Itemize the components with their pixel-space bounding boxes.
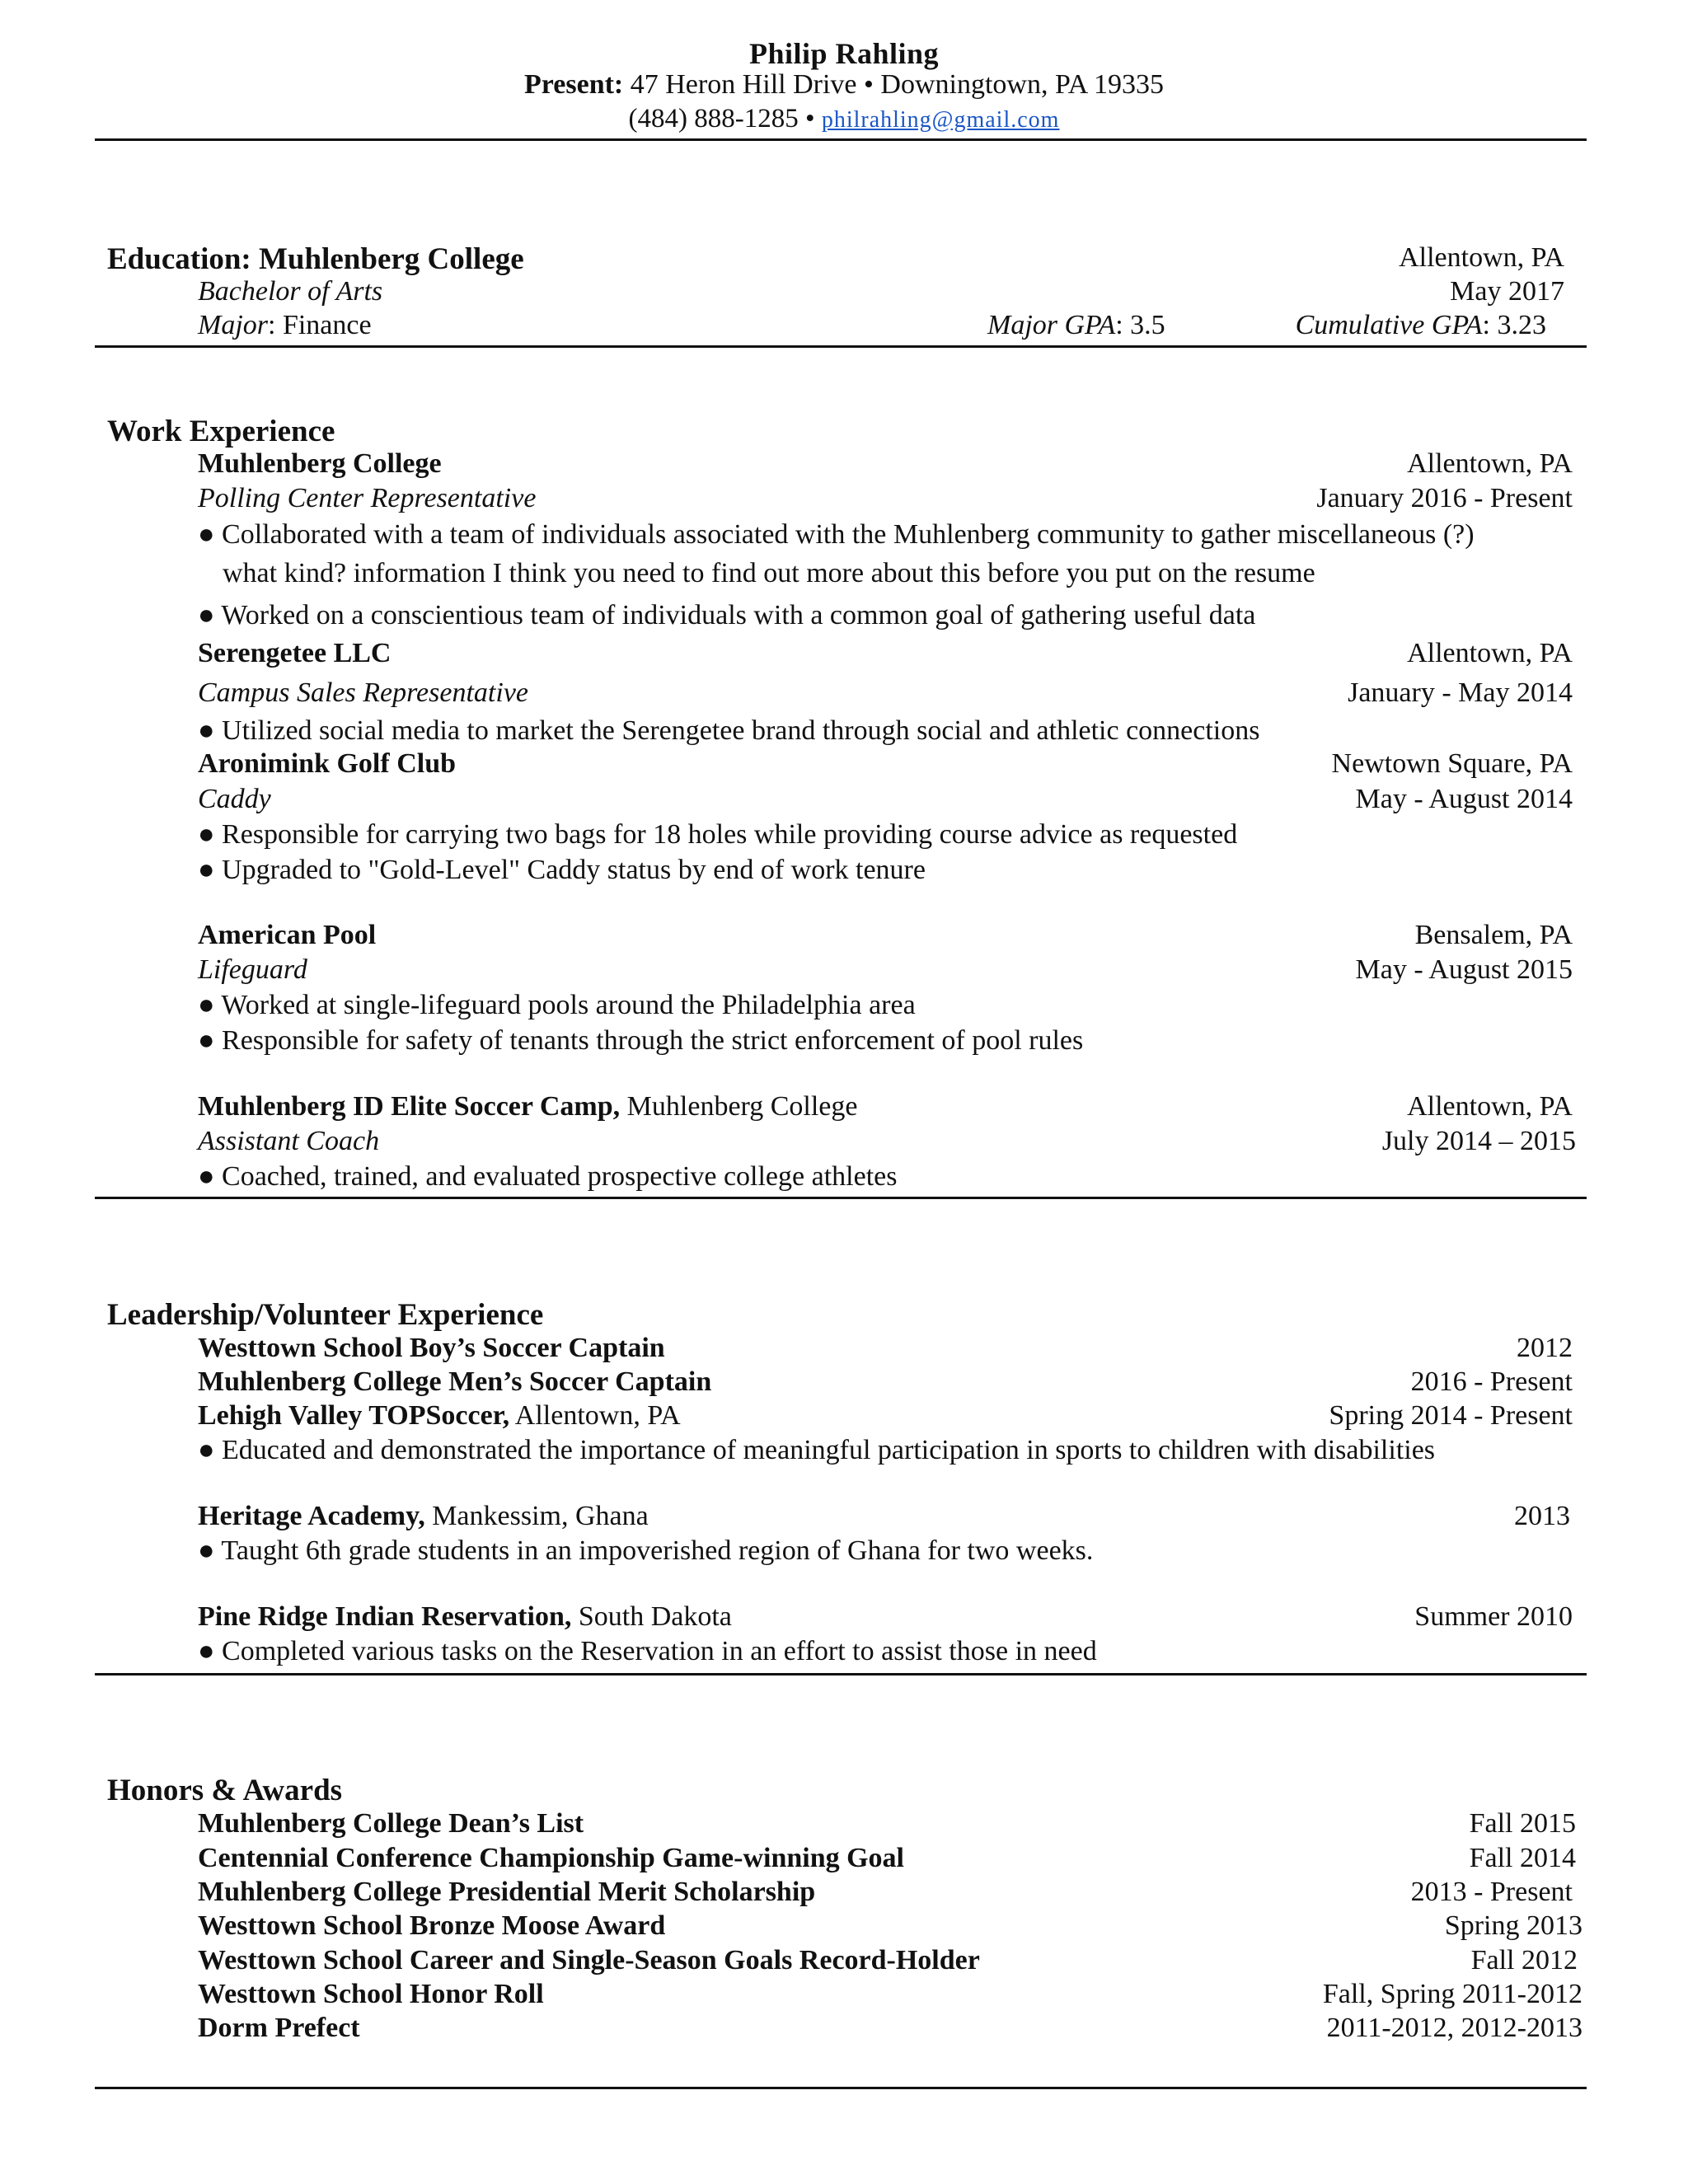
job-location: Bensalem, PA xyxy=(1414,920,1573,950)
honor-title: Muhlenberg College Dean’s List xyxy=(198,1808,584,1839)
major: Major: Finance xyxy=(198,310,372,340)
contact-line xyxy=(0,104,1688,134)
cumulative-gpa: Cumulative GPA: 3.23 xyxy=(1295,310,1546,340)
honor-date: Fall, Spring 2011-2012 xyxy=(1322,1979,1582,2009)
job-role: Lifeguard xyxy=(198,954,307,985)
education-heading: Education: Muhlenberg College xyxy=(107,242,524,276)
job-role: Caddy xyxy=(198,784,271,814)
leadership-heading: Leadership/Volunteer Experience xyxy=(107,1298,544,1332)
honor-title: Westtown School Honor Roll xyxy=(198,1979,544,2009)
job-bullet: ● Utilized social media to market the Serengetee brand through social and athletic connections xyxy=(198,715,1260,746)
honors-divider xyxy=(95,2087,1587,2089)
leadership-date: Spring 2014 - Present xyxy=(1329,1400,1573,1431)
leadership-divider xyxy=(95,1673,1587,1675)
header-divider xyxy=(95,138,1587,141)
job-bullet: ● Coached, trained, and evaluated prospective college athletes xyxy=(198,1161,898,1192)
honors-heading: Honors & Awards xyxy=(107,1774,343,1807)
honor-title: Westtown School Bronze Moose Award xyxy=(198,1910,666,1941)
job-dates: May - August 2014 xyxy=(1355,784,1573,814)
work-divider xyxy=(95,1197,1587,1199)
leadership-title: Westtown School Boy’s Soccer Captain xyxy=(198,1333,665,1363)
job-dates: January - May 2014 xyxy=(1348,677,1573,708)
honor-date: 2011-2012, 2012-2013 xyxy=(1326,2013,1582,2043)
job-bullet: ● Upgraded to "Gold-Level" Caddy status by end of work tenure xyxy=(198,855,926,885)
leadership-date: 2012 xyxy=(1517,1333,1573,1363)
leadership-date: 2013 xyxy=(1514,1501,1570,1531)
job-org: Aronimink Golf Club xyxy=(198,748,457,779)
job-bullet-continued: what kind? information I think you need to find out more about this before you put on the resume xyxy=(223,558,1315,588)
education-divider xyxy=(95,345,1587,348)
leadership-bullet: ● Taught 6th grade students in an impoverished region of Ghana for two weeks. xyxy=(198,1535,1094,1566)
job-bullet: ● Responsible for carrying two bags for 18 holes while providing course advice as requested xyxy=(198,819,1238,850)
honor-date: 2013 - Present xyxy=(1410,1877,1573,1907)
major-gpa: Major GPA: 3.5 xyxy=(987,310,1165,340)
honor-date: Fall 2012 xyxy=(1470,1945,1578,1975)
honor-title: Dorm Prefect xyxy=(198,2013,360,2043)
job-org: Muhlenberg College xyxy=(198,448,442,479)
leadership-title-line: Heritage Academy, Mankessim, Ghana xyxy=(198,1501,649,1531)
phone: (484) 888-1285 • xyxy=(628,104,815,134)
degree: Bachelor of Arts xyxy=(198,276,383,307)
job-bullet: ● Responsible for safety of tenants through the strict enforcement of pool rules xyxy=(198,1025,1084,1056)
job-dates: May - August 2015 xyxy=(1355,954,1573,985)
honor-title: Centennial Conference Championship Game-winning Goal xyxy=(198,1843,905,1873)
leadership-date: Summer 2010 xyxy=(1414,1601,1573,1632)
honor-date: Fall 2014 xyxy=(1469,1843,1576,1873)
leadership-bullet: ● Completed various tasks on the Reservation in an effort to assist those in need xyxy=(198,1636,1097,1666)
job-location: Allentown, PA xyxy=(1407,448,1573,479)
job-dates: January 2016 - Present xyxy=(1316,483,1573,513)
honor-date: Spring 2013 xyxy=(1444,1910,1582,1941)
education-location: Allentown, PA xyxy=(1399,242,1564,273)
job-role: Polling Center Representative xyxy=(198,483,537,513)
leadership-bullet: ● Educated and demonstrated the importance of meaningful participation in sports to children with disabilities xyxy=(198,1435,1436,1465)
leadership-title-line: Pine Ridge Indian Reservation, South Dakota xyxy=(198,1601,732,1632)
job-role: Assistant Coach xyxy=(198,1126,380,1156)
present-address-line xyxy=(0,69,1688,101)
job-bullet: ● Worked on a conscientious team of individuals with a common goal of gathering useful data xyxy=(198,600,1256,630)
leadership-title-line: Lehigh Valley TOPSoccer, Allentown, PA xyxy=(198,1400,681,1431)
job-dates: July 2014 – 2015 xyxy=(1381,1126,1576,1156)
job-location: Allentown, PA xyxy=(1407,1091,1573,1122)
graduation-date: May 2017 xyxy=(1450,276,1564,307)
job-location: Allentown, PA xyxy=(1407,638,1573,668)
job-role: Campus Sales Representative xyxy=(198,677,528,708)
job-bullet: ● Collaborated with a team of individuals associated with the Muhlenberg community to gather miscellaneous (?) xyxy=(198,519,1475,550)
present-label: Present: xyxy=(524,69,624,100)
work-heading: Work Experience xyxy=(107,415,335,448)
honor-title: Westtown School Career and Single-Season Goals Record-Holder xyxy=(198,1945,980,1975)
leadership-title: Muhlenberg College Men’s Soccer Captain xyxy=(198,1366,712,1397)
leadership-date: 2016 - Present xyxy=(1410,1366,1573,1397)
email-link[interactable]: philrahling@gmail.com xyxy=(821,107,1060,133)
job-org: Serengetee LLC xyxy=(198,638,392,668)
honor-date: Fall 2015 xyxy=(1469,1808,1576,1839)
candidate-name: Philip Rahling xyxy=(748,37,940,70)
job-bullet: ● Worked at single-lifeguard pools around the Philadelphia area xyxy=(198,990,916,1020)
address: 47 Heron Hill Drive • Downingtown, PA 19335 xyxy=(630,69,1164,100)
honor-title: Muhlenberg College Presidential Merit Scholarship xyxy=(198,1877,816,1907)
job-location: Newtown Square, PA xyxy=(1331,748,1573,779)
job-org-line: Muhlenberg ID Elite Soccer Camp, Muhlenberg College xyxy=(198,1091,858,1122)
job-org: American Pool xyxy=(198,920,377,950)
